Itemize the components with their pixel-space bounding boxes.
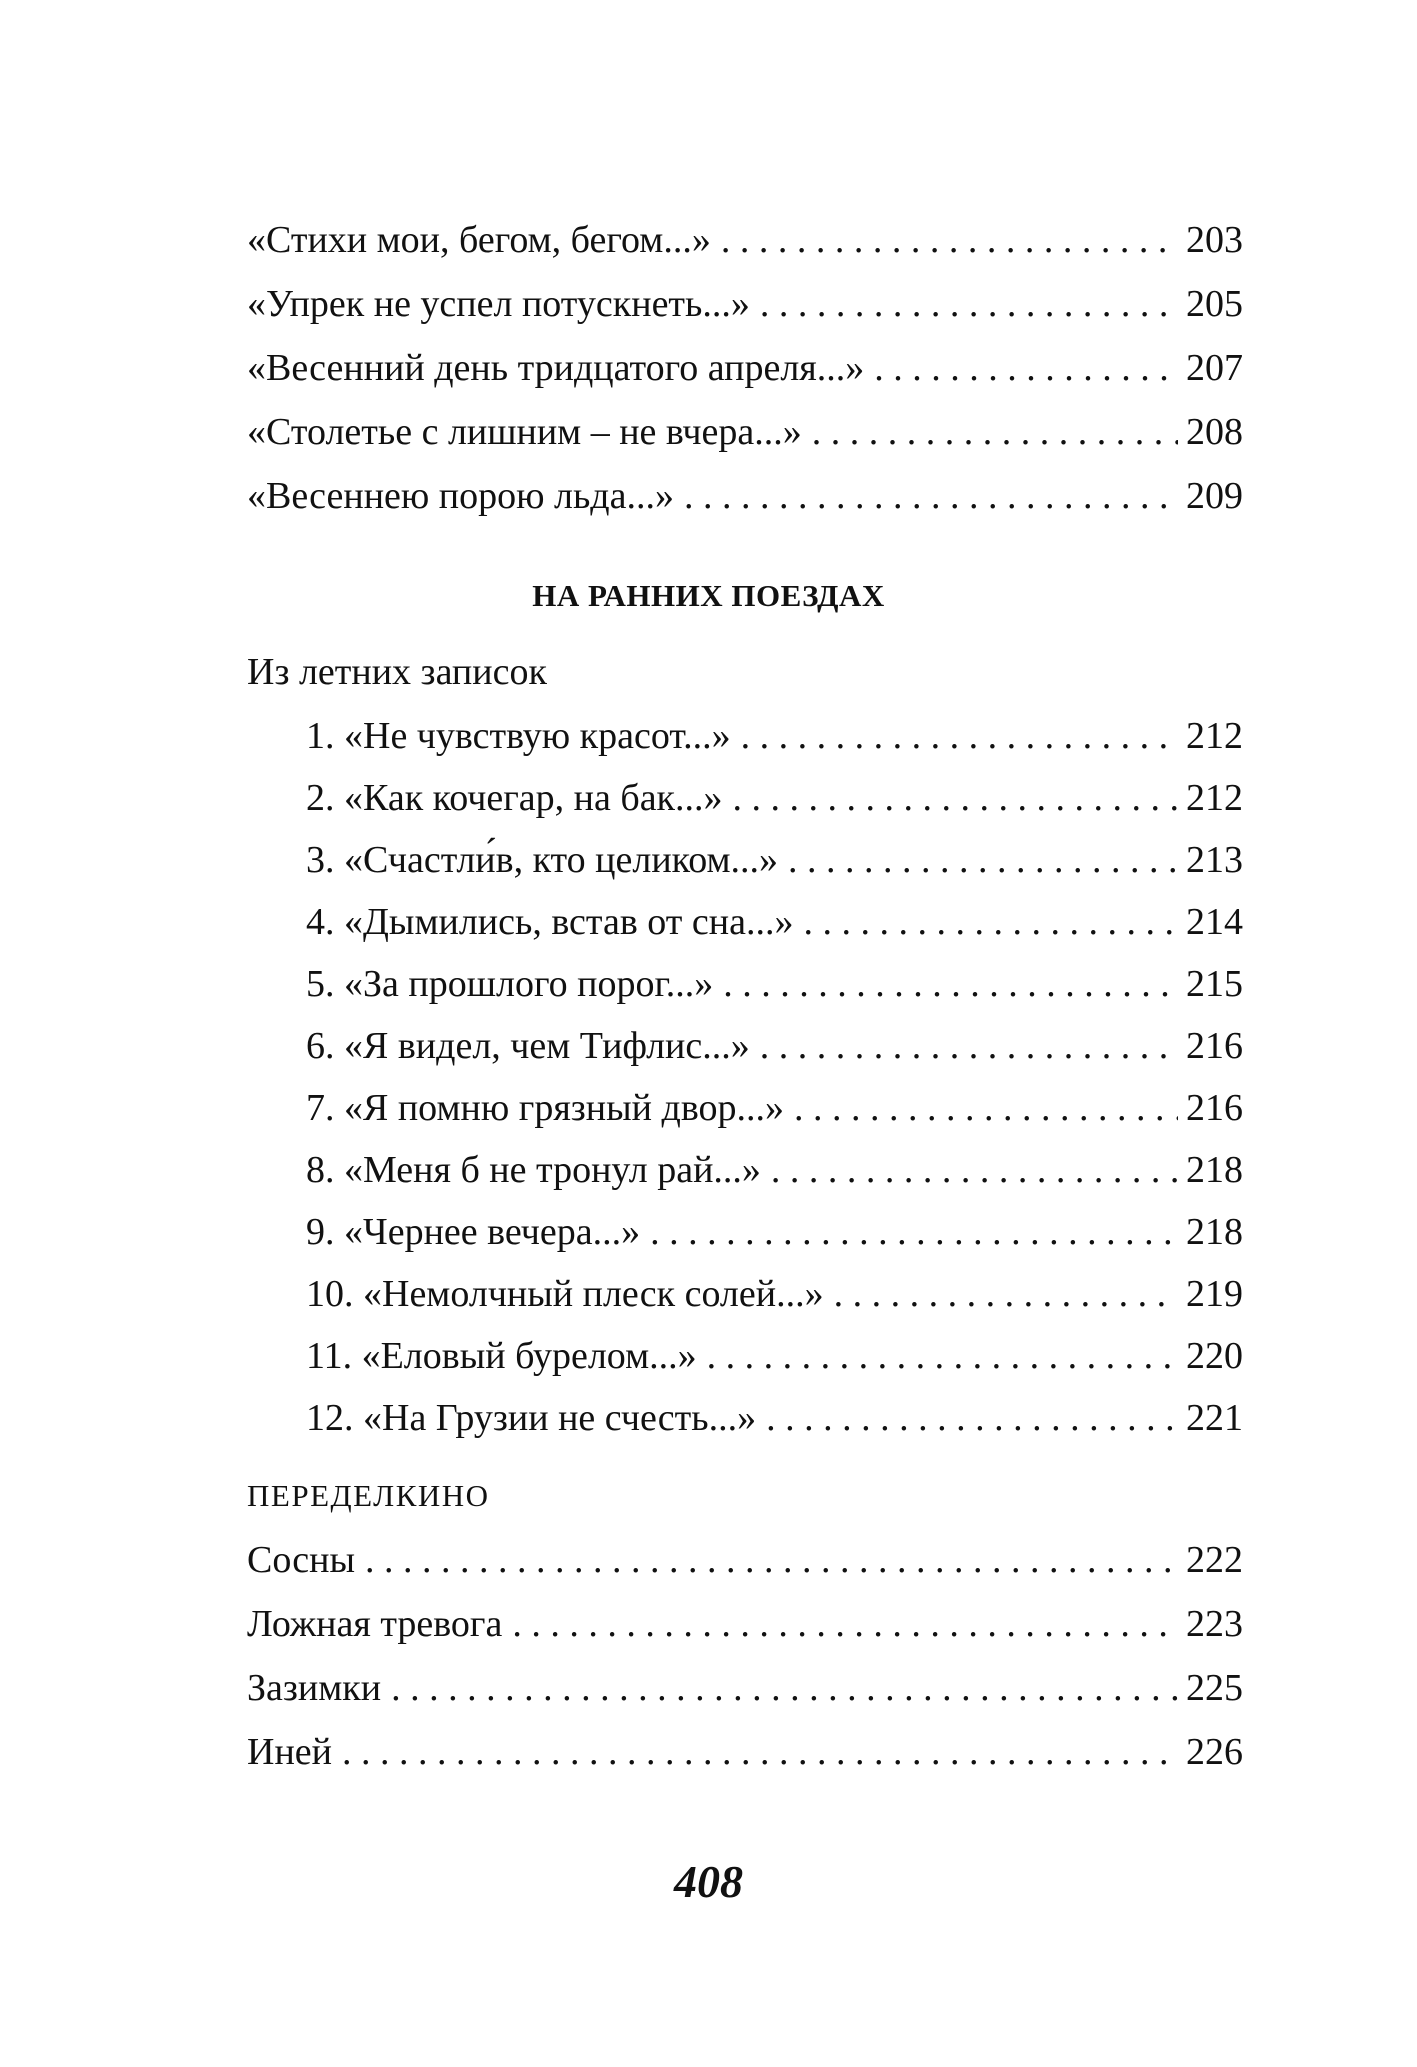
entry-page: 223 xyxy=(1186,1603,1243,1645)
dot-leader xyxy=(760,1020,1178,1072)
entry-title: 7. «Я помню грязный двор...» xyxy=(306,1087,785,1129)
entry-title: 5. «За прошлого порог...» xyxy=(306,963,714,1005)
section-heading: НА РАННИХ ПОЕЗДАХ xyxy=(532,578,885,613)
dot-leader xyxy=(771,1144,1178,1196)
entry-page: 226 xyxy=(1186,1731,1243,1773)
entry-page: 218 xyxy=(1186,1211,1243,1253)
entry-page: 216 xyxy=(1186,1025,1243,1067)
toc-entry xyxy=(247,1662,1243,1714)
toc-entry xyxy=(306,896,1243,948)
entry-page: 212 xyxy=(1186,777,1243,819)
subsection-title: Из летних записок xyxy=(247,651,547,693)
entry-page: 212 xyxy=(1186,715,1243,757)
entry-title: 11. «Еловый бурелом...» xyxy=(306,1335,697,1377)
dot-leader xyxy=(874,342,1178,394)
toc-entry xyxy=(306,958,1243,1010)
page-number: 408 xyxy=(674,1856,743,1907)
toc-entry xyxy=(247,342,1243,394)
entry-page: 221 xyxy=(1186,1397,1243,1439)
entry-page: 205 xyxy=(1186,283,1243,325)
entry-title: 6. «Я видел, чем Тифлис...» xyxy=(306,1025,750,1067)
entry-title: Сосны xyxy=(247,1539,356,1581)
toc-entry xyxy=(306,1144,1243,1196)
entry-title: 9. «Чернее вечера...» xyxy=(306,1211,641,1253)
entry-title: «Весенний день тридцатого апреля...» xyxy=(247,347,865,389)
toc-entry xyxy=(247,406,1243,458)
entry-title: Зазимки xyxy=(247,1667,382,1709)
dot-leader xyxy=(365,1534,1178,1586)
toc-entry xyxy=(247,214,1243,266)
dot-leader xyxy=(707,1330,1178,1382)
dot-leader xyxy=(512,1598,1178,1650)
entry-title: Ложная тревога xyxy=(247,1603,503,1645)
cycle-heading: ПЕРЕДЕЛКИНО xyxy=(247,1478,490,1513)
toc-entry xyxy=(247,1598,1243,1650)
entry-page: 215 xyxy=(1186,963,1243,1005)
toc-entry xyxy=(306,710,1243,762)
toc-entry xyxy=(306,1268,1243,1320)
entry-title: 2. «Как кочегар, на бак...» xyxy=(306,777,723,819)
entry-page: 216 xyxy=(1186,1087,1243,1129)
toc-entry xyxy=(247,1534,1243,1586)
dot-leader xyxy=(760,278,1178,330)
dot-leader xyxy=(812,406,1178,458)
toc-entry xyxy=(306,1392,1243,1444)
entry-title: Иней xyxy=(247,1731,332,1773)
dot-leader xyxy=(733,772,1178,824)
entry-title: 1. «Не чувствую красот...» xyxy=(306,715,731,757)
entry-page: 218 xyxy=(1186,1149,1243,1191)
dot-leader xyxy=(342,1726,1178,1778)
dot-leader xyxy=(684,470,1178,522)
dot-leader xyxy=(803,896,1178,948)
entry-page: 207 xyxy=(1186,347,1243,389)
toc-entry xyxy=(247,1726,1243,1778)
entry-title: 4. «Дымились, встав от сна...» xyxy=(306,901,794,943)
dot-leader xyxy=(834,1268,1178,1320)
entry-title: «Весеннею порою льда...» xyxy=(247,475,674,517)
entry-page: 222 xyxy=(1186,1539,1243,1581)
toc-entry xyxy=(306,1082,1243,1134)
toc-entry xyxy=(247,278,1243,330)
dot-leader xyxy=(721,214,1178,266)
toc-entry xyxy=(306,834,1243,886)
entry-page: 219 xyxy=(1186,1273,1243,1315)
entry-page: 225 xyxy=(1186,1667,1243,1709)
entry-page: 209 xyxy=(1186,475,1243,517)
toc-entry xyxy=(306,1020,1243,1072)
toc-entry xyxy=(306,1330,1243,1382)
entry-title: «Упрек не успел потускнеть...» xyxy=(247,283,750,325)
toc-entry xyxy=(306,1206,1243,1258)
dot-leader xyxy=(788,834,1178,886)
entry-title: 8. «Меня б не тронул рай...» xyxy=(306,1149,761,1191)
dot-leader xyxy=(650,1206,1178,1258)
dot-leader xyxy=(794,1082,1178,1134)
toc-entry xyxy=(306,772,1243,824)
entry-title: 3. «Счастли́в, кто целиком...» xyxy=(306,839,779,881)
entry-title: «Стихи мои, бегом, бегом...» xyxy=(247,219,711,261)
entry-title: 10. «Немолчный плеск солей...» xyxy=(306,1273,824,1315)
dot-leader xyxy=(391,1662,1178,1714)
entry-page: 213 xyxy=(1186,839,1243,881)
dot-leader xyxy=(723,958,1178,1010)
toc-entry xyxy=(247,470,1243,522)
entry-title: «Столетье с лишним – не вчера...» xyxy=(247,411,802,453)
entry-page: 220 xyxy=(1186,1335,1243,1377)
entry-page: 203 xyxy=(1186,219,1243,261)
entry-title: 12. «На Грузии не счесть...» xyxy=(306,1397,757,1439)
entry-page: 208 xyxy=(1186,411,1243,453)
dot-leader xyxy=(741,710,1178,762)
dot-leader xyxy=(766,1392,1178,1444)
entry-page: 214 xyxy=(1186,901,1243,943)
